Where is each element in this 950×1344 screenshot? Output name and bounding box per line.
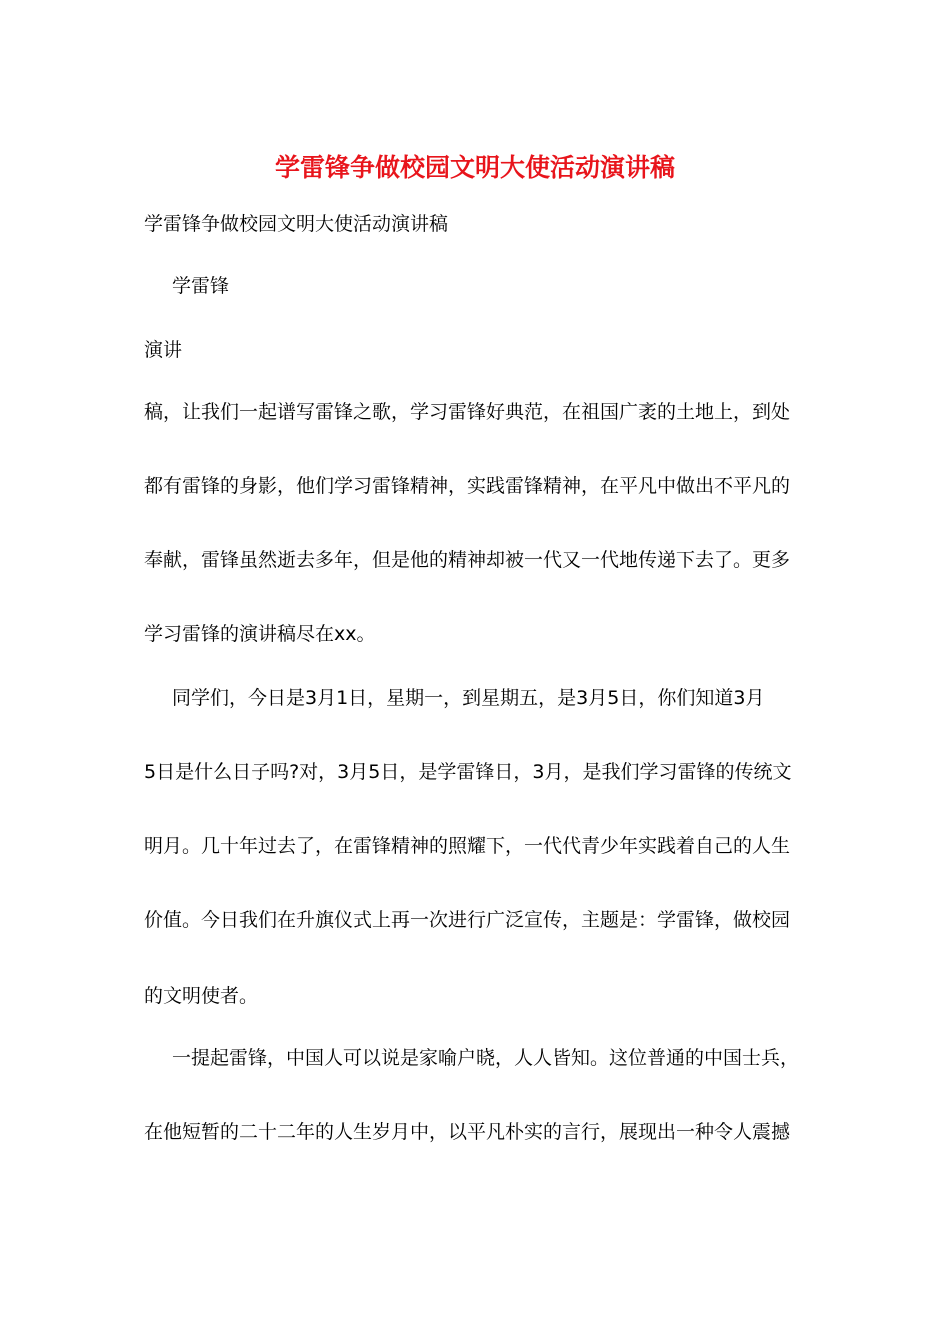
document-title: 学雷锋争做校园文明大使活动演讲稿 — [274, 153, 675, 182]
paragraph-line: 在他短暂的二十二年的人生岁月中，以平凡朴实的言行，展现出一种令人震撼 — [144, 1121, 791, 1143]
paragraph-line: 稿，让我们一起谱写雷锋之歌，学习雷锋好典范，在祖国广袤的土地上，到处 — [144, 401, 791, 423]
paragraph-line: 明月。几十年过去了，在雷锋精神的照耀下，一代代青少年实践着自己的人生 — [144, 835, 791, 857]
paragraph-line: 的文明使者。 — [144, 985, 259, 1007]
paragraph-line: 学雷锋 — [172, 275, 230, 297]
paragraph-line: 学习雷锋的演讲稿尽在xx。 — [144, 623, 376, 645]
paragraph-line: 同学们，今日是3月1日，星期一，到星期五，是3月5日，你们知道3月 — [172, 687, 765, 709]
paragraph-line: 都有雷锋的身影，他们学习雷锋精神，实践雷锋精神，在平凡中做出不平凡的 — [144, 475, 791, 497]
paragraph-line: 5日是什么日子吗?对，3月5日，是学雷锋日，3月，是我们学习雷锋的传统文 — [144, 761, 792, 783]
paragraph-line: 一提起雷锋，中国人可以说是家喻户晓，人人皆知。这位普通的中国士兵， — [172, 1047, 800, 1069]
paragraph-line: 价值。今日我们在升旗仪式上再一次进行广泛宣传，主题是：学雷锋，做校园 — [144, 909, 791, 931]
paragraph-line: 奉献，雷锋虽然逝去多年，但是他的精神却被一代又一代地传递下去了。更多 — [144, 549, 791, 571]
paragraph-line: 演讲 — [144, 339, 183, 361]
subtitle-line: 学雷锋争做校园文明大使活动演讲稿 — [144, 213, 449, 235]
